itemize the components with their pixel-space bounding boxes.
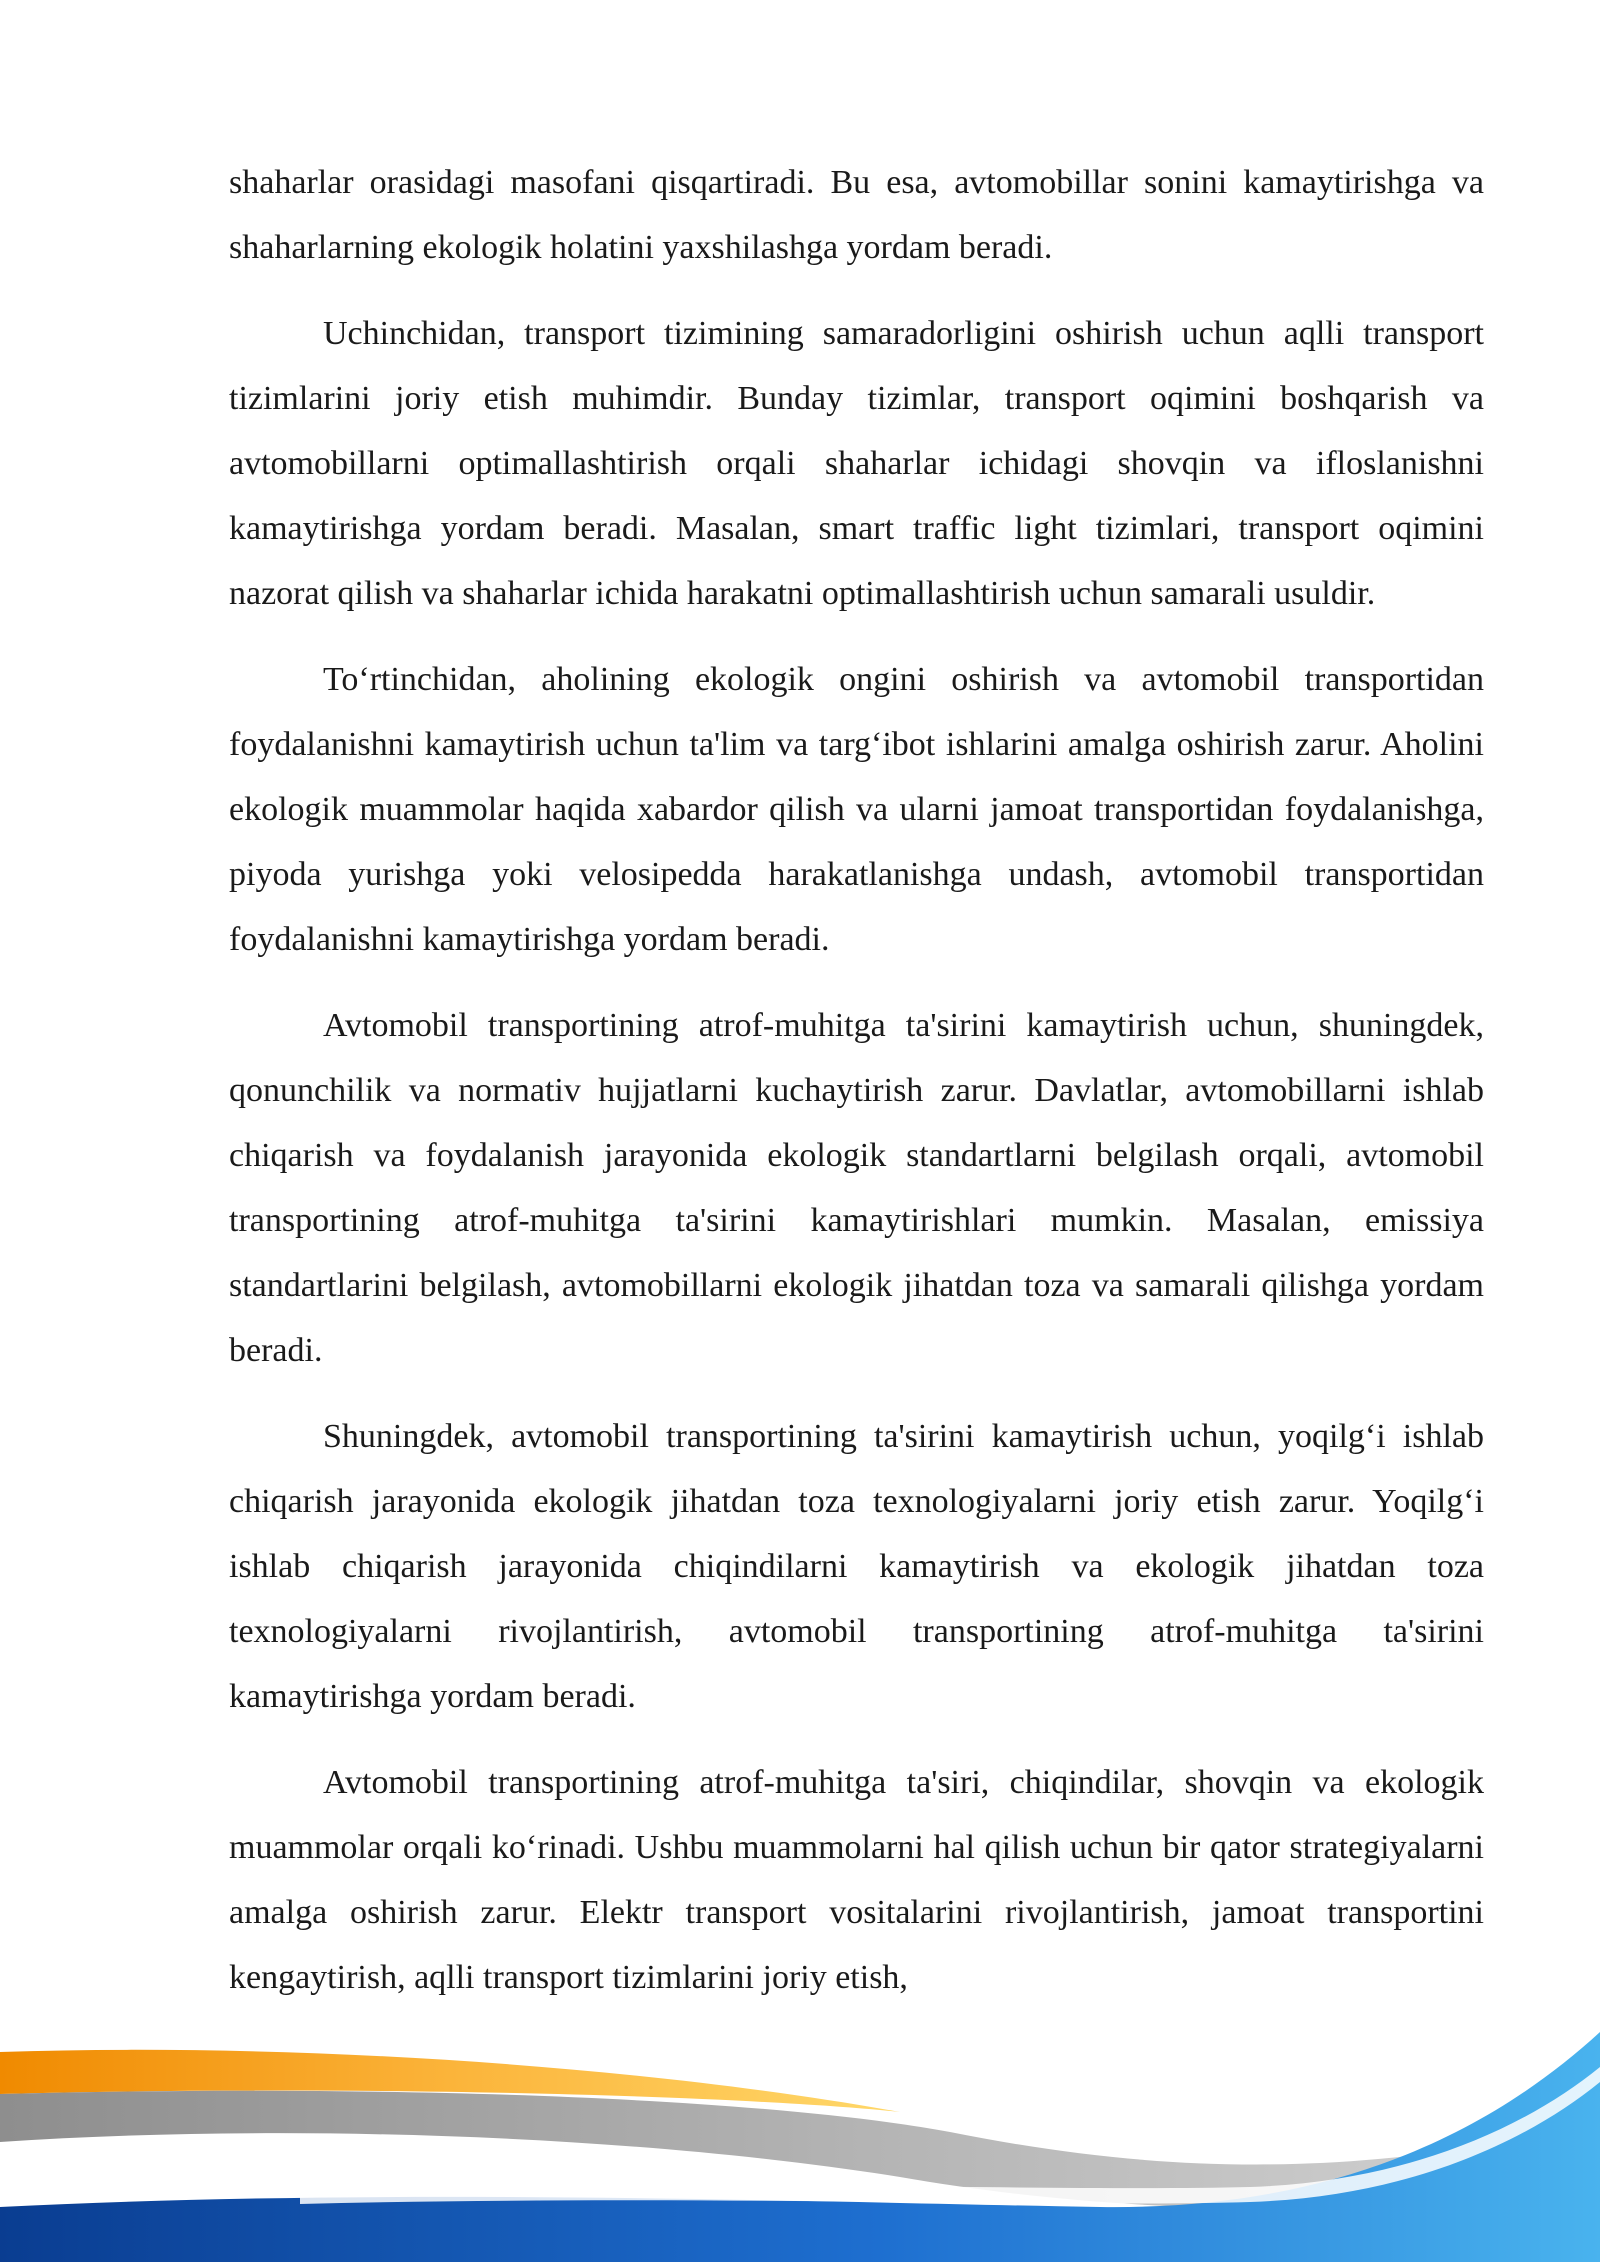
paragraph-4: Avtomobil transportining atrof-muhitga ta'sirini kamaytirish uchun, shuningdek, qonunchilik va normativ hujjatlarni kuchaytirish zarur. Davlatlar, avtomobillarni ishlab chiqarish va foydalanish jarayonida ekologik standartlarni belgilash orqali, avtomobil transportining atrof-muhitga ta'sirini kamaytirishlari mumkin. Masalan, emissiya standartlarini belgilash, avtomobillarni ekologik jihatdan toza va samarali qilishga yordam beradi. xyxy=(229,1007,1484,1369)
paragraph-5: Shuningdek, avtomobil transportining ta'sirini kamaytirish uchun, yoqilg‘i ishlab chiqarish jarayonida ekologik jihatdan toza texnologiyalarni joriy etish zarur. Yoqilg‘i ishlab chiqarish jarayonida chiqindilarni kamaytirish va ekologik jihatdan toza texnologiyalarni rivojlantirish, avtomobil transportining atrof-muhitga ta'sirini kamaytirishga yordam beradi. xyxy=(229,1418,1484,1715)
paragraph-2: Uchinchidan, transport tizimining samaradorligini oshirish uchun aqlli transport tizimlarini joriy etish muhimdir. Bunday tizimlar, transport oqimini boshqarish va avtomobillarni optimallashtirish orqali shaharlar ichidagi shovqin va ifloslanishni kamaytirishga yordam beradi. Masalan, smart traffic light tizimlari, transport oqimini nazorat qilish va shaharlar ichida harakatni optimallashtirish uchun samarali usuldir. xyxy=(229,315,1484,612)
document-body xyxy=(229,150,1484,2031)
paragraph-1: shaharlar orasidagi masofani qisqartiradi. Bu esa, avtomobillar sonini kamaytirishga va shaharlarning ekologik holatini yaxshilashga yordam beradi. xyxy=(229,164,1484,266)
paragraph-3: To‘rtinchidan, aholining ekologik ongini oshirish va avtomobil transportidan foydalanishni kamaytirish uchun ta'lim va targ‘ibot ishlarini amalga oshirish zarur. Aholini ekologik muammolar haqida xabardor qilish va ularni jamoat transportidan foydalanishga, piyoda yurishga yoki velosipedda harakatlanishga undash, avtomobil transportidan foydalanishni kamaytirishga yordam beradi. xyxy=(229,661,1484,958)
decorative-wave-footer xyxy=(0,1972,1600,2262)
paragraph-6: Avtomobil transportining atrof-muhitga ta'siri, chiqindilar, shovqin va ekologik muammolar orqali ko‘rinadi. Ushbu muammolarni hal qilish uchun bir qator strategiyalarni amalga oshirish zarur. Elektr transport vositalarini rivojlantirish, jamoat transportini kengaytirish, aqlli transport tizimlarini joriy etish, xyxy=(229,1764,1484,1996)
